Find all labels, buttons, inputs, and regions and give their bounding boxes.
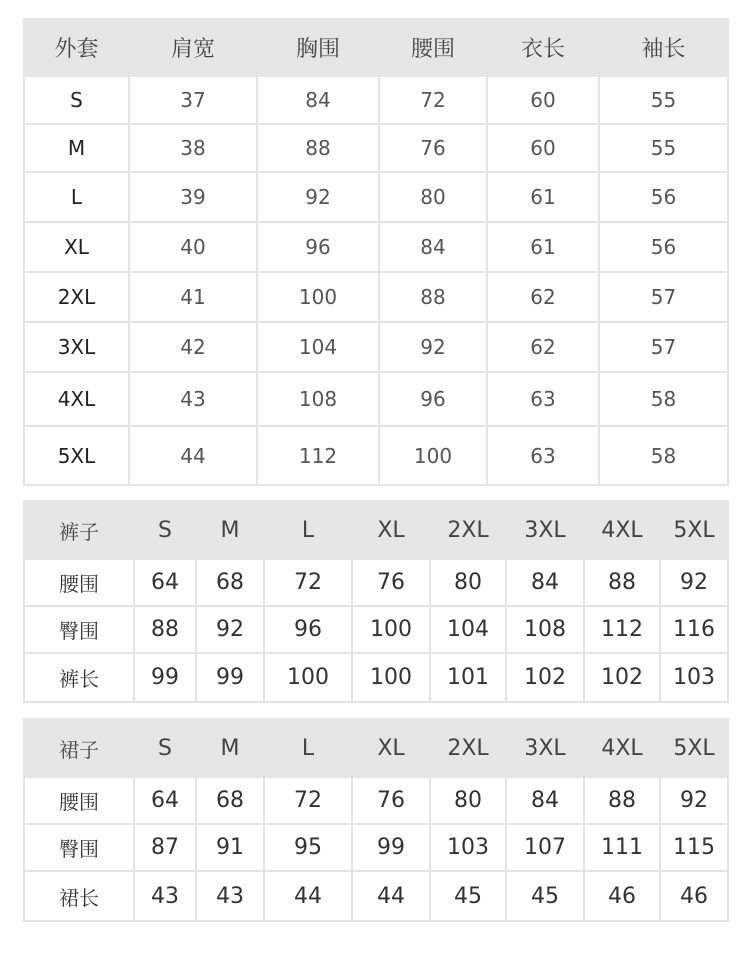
size-label: M — [24, 124, 129, 172]
table-cell: 56 — [599, 172, 728, 222]
skirt-header-cell: 5XL — [660, 719, 728, 777]
table-cell: 55 — [599, 76, 728, 124]
table-cell: 72 — [379, 76, 487, 124]
table-cell: 111 — [584, 824, 660, 871]
table-cell: 100 — [264, 653, 352, 702]
table-cell: 44 — [264, 871, 352, 921]
measure-label: 臀围 — [24, 606, 134, 653]
pants-header-cell: M — [196, 501, 264, 559]
table-cell: 76 — [379, 124, 487, 172]
table-row — [24, 172, 728, 222]
skirt-header-cell: M — [196, 719, 264, 777]
jacket-header-cell: 衣长 — [487, 19, 599, 76]
table-cell: 88 — [379, 272, 487, 322]
jacket-header-cell: 外套 — [24, 19, 129, 76]
table-cell: 68 — [196, 559, 264, 606]
table-cell: 88 — [584, 559, 660, 606]
table-cell: 39 — [129, 172, 257, 222]
table-cell: 38 — [129, 124, 257, 172]
table-cell: 61 — [487, 172, 599, 222]
skirt-header-cell: 4XL — [584, 719, 660, 777]
table-cell: 112 — [257, 426, 379, 485]
size-label: 2XL — [24, 272, 129, 322]
table-cell: 96 — [379, 372, 487, 426]
table-row — [24, 222, 728, 272]
table-cell: 68 — [196, 777, 264, 824]
size-label: 4XL — [24, 372, 129, 426]
table-row — [24, 322, 728, 372]
measure-label: 臀围 — [24, 824, 134, 871]
table-cell: 103 — [430, 824, 506, 871]
jacket-size-table — [23, 18, 729, 486]
table-cell: 108 — [506, 606, 584, 653]
table-cell: 100 — [352, 653, 430, 702]
table-cell: 100 — [257, 272, 379, 322]
skirt-header-cell: S — [134, 719, 196, 777]
table-cell: 100 — [352, 606, 430, 653]
table-cell: 42 — [129, 322, 257, 372]
table-cell: 101 — [430, 653, 506, 702]
skirt-header-cell: 裙子 — [24, 719, 134, 777]
pants-header-cell: S — [134, 501, 196, 559]
table-cell: 58 — [599, 372, 728, 426]
jacket-header-cell: 肩宽 — [129, 19, 257, 76]
table-cell: 62 — [487, 272, 599, 322]
jacket-header-cell: 腰围 — [379, 19, 487, 76]
table-cell: 84 — [257, 76, 379, 124]
table-cell: 72 — [264, 777, 352, 824]
size-label: S — [24, 76, 129, 124]
size-label: L — [24, 172, 129, 222]
measure-label: 裙长 — [24, 871, 134, 921]
table-cell: 58 — [599, 426, 728, 485]
table-cell: 63 — [487, 372, 599, 426]
table-cell: 46 — [584, 871, 660, 921]
table-cell: 46 — [660, 871, 728, 921]
table-cell: 104 — [430, 606, 506, 653]
table-row — [24, 426, 728, 485]
skirt-header-cell: 3XL — [506, 719, 584, 777]
table-cell: 108 — [257, 372, 379, 426]
table-cell: 102 — [584, 653, 660, 702]
table-cell: 72 — [264, 559, 352, 606]
table-cell: 56 — [599, 222, 728, 272]
table-cell: 92 — [196, 606, 264, 653]
skirt-header-cell: XL — [352, 719, 430, 777]
pants-header-cell: 5XL — [660, 501, 728, 559]
table-cell: 43 — [129, 372, 257, 426]
table-cell: 99 — [352, 824, 430, 871]
measure-label: 腰围 — [24, 777, 134, 824]
table-cell: 45 — [506, 871, 584, 921]
table-row — [24, 777, 728, 824]
table-cell: 80 — [430, 777, 506, 824]
table-cell: 92 — [379, 322, 487, 372]
jacket-header-cell: 袖长 — [599, 19, 728, 76]
pants-header-cell: L — [264, 501, 352, 559]
table-cell: 63 — [487, 426, 599, 485]
jacket-header-row — [24, 19, 728, 76]
table-cell: 88 — [134, 606, 196, 653]
table-cell: 60 — [487, 76, 599, 124]
table-cell: 99 — [196, 653, 264, 702]
table-cell: 100 — [379, 426, 487, 485]
table-cell: 43 — [196, 871, 264, 921]
table-cell: 43 — [134, 871, 196, 921]
table-cell: 44 — [352, 871, 430, 921]
table-cell: 40 — [129, 222, 257, 272]
pants-header-row — [24, 501, 728, 559]
skirt-size-table — [23, 718, 729, 922]
table-cell: 102 — [506, 653, 584, 702]
measure-label: 腰围 — [24, 559, 134, 606]
table-row — [24, 372, 728, 426]
jacket-header-cell: 胸围 — [257, 19, 379, 76]
table-cell: 84 — [506, 777, 584, 824]
table-cell: 37 — [129, 76, 257, 124]
table-cell: 95 — [264, 824, 352, 871]
skirt-header-cell: L — [264, 719, 352, 777]
table-row — [24, 824, 728, 871]
table-cell: 62 — [487, 322, 599, 372]
table-row — [24, 559, 728, 606]
skirt-header-row — [24, 719, 728, 777]
table-cell: 116 — [660, 606, 728, 653]
table-cell: 96 — [257, 222, 379, 272]
table-cell: 88 — [584, 777, 660, 824]
table-cell: 44 — [129, 426, 257, 485]
table-row — [24, 124, 728, 172]
table-cell: 41 — [129, 272, 257, 322]
table-cell: 91 — [196, 824, 264, 871]
pants-header-cell: 3XL — [506, 501, 584, 559]
table-cell: 64 — [134, 559, 196, 606]
table-cell: 64 — [134, 777, 196, 824]
pants-header-cell: 4XL — [584, 501, 660, 559]
table-cell: 84 — [379, 222, 487, 272]
skirt-header-cell: 2XL — [430, 719, 506, 777]
table-cell: 80 — [430, 559, 506, 606]
pants-header-cell: 2XL — [430, 501, 506, 559]
table-cell: 61 — [487, 222, 599, 272]
table-row — [24, 76, 728, 124]
size-label: XL — [24, 222, 129, 272]
table-cell: 92 — [257, 172, 379, 222]
table-cell: 112 — [584, 606, 660, 653]
pants-header-cell: XL — [352, 501, 430, 559]
table-row — [24, 871, 728, 921]
table-cell: 57 — [599, 322, 728, 372]
table-cell: 80 — [379, 172, 487, 222]
table-cell: 104 — [257, 322, 379, 372]
table-cell: 92 — [660, 777, 728, 824]
pants-header-cell: 裤子 — [24, 501, 134, 559]
table-row — [24, 272, 728, 322]
table-cell: 103 — [660, 653, 728, 702]
table-cell: 60 — [487, 124, 599, 172]
table-cell: 45 — [430, 871, 506, 921]
table-cell: 76 — [352, 777, 430, 824]
table-cell: 92 — [660, 559, 728, 606]
table-row — [24, 606, 728, 653]
measure-label: 裤长 — [24, 653, 134, 702]
size-label: 5XL — [24, 426, 129, 485]
table-cell: 55 — [599, 124, 728, 172]
table-cell: 99 — [134, 653, 196, 702]
table-cell: 57 — [599, 272, 728, 322]
table-cell: 115 — [660, 824, 728, 871]
table-row — [24, 653, 728, 702]
table-cell: 87 — [134, 824, 196, 871]
pants-size-table — [23, 500, 729, 703]
table-cell: 76 — [352, 559, 430, 606]
table-cell: 84 — [506, 559, 584, 606]
table-cell: 96 — [264, 606, 352, 653]
table-cell: 88 — [257, 124, 379, 172]
table-cell: 107 — [506, 824, 584, 871]
size-label: 3XL — [24, 322, 129, 372]
